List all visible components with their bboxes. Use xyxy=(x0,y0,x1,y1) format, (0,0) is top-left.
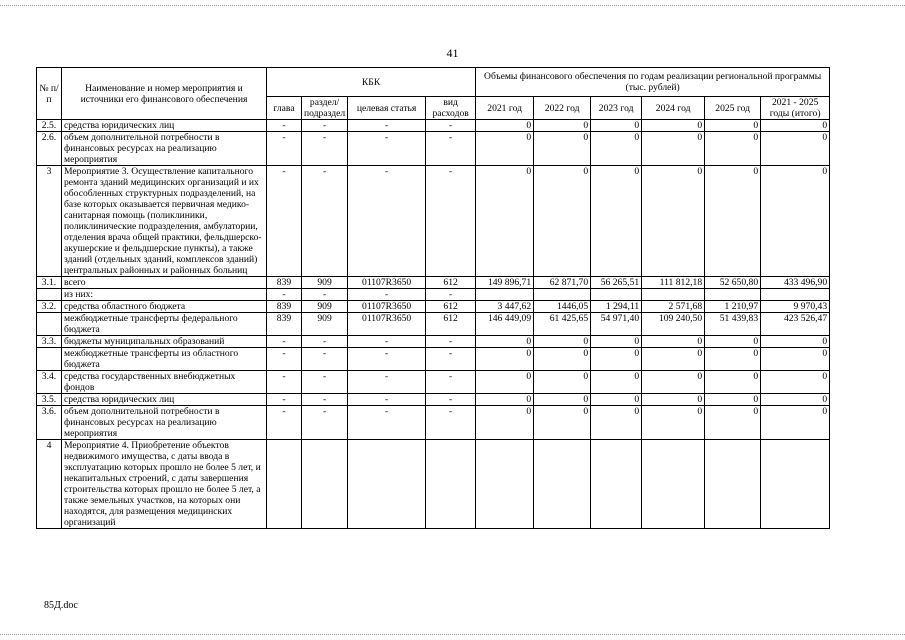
cell-v2022: 62 871,70 xyxy=(534,277,591,289)
cell-v2025: 0 xyxy=(705,406,761,440)
cell-v2021: 149 896,71 xyxy=(476,277,534,289)
cell-name: средства областного бюджета xyxy=(62,301,267,313)
table-row xyxy=(37,166,830,277)
cell-v2024: 0 xyxy=(642,120,705,132)
table-row xyxy=(37,289,830,301)
cell-razdel: - xyxy=(302,120,348,132)
cell-glava: - xyxy=(267,132,302,166)
cell-num xyxy=(37,289,62,301)
header-celevaya: целевая статья xyxy=(348,97,426,120)
cell-celevaya: - xyxy=(348,336,426,348)
table-row xyxy=(37,406,830,440)
cell-v2023: 0 xyxy=(591,348,642,371)
table-row xyxy=(37,277,830,289)
cell-glava: - xyxy=(267,371,302,394)
cell-v2025 xyxy=(705,289,761,301)
cell-v2025: 51 439,83 xyxy=(705,313,761,336)
cell-num: 3.2. xyxy=(37,301,62,313)
cell-v2023: 56 265,51 xyxy=(591,277,642,289)
cell-v2024: 0 xyxy=(642,348,705,371)
cell-v2024: 0 xyxy=(642,132,705,166)
cell-razdel: 909 xyxy=(302,301,348,313)
cell-num: 4 xyxy=(37,440,62,529)
cell-total: 433 496,90 xyxy=(761,277,830,289)
cell-v2021: 3 447,62 xyxy=(476,301,534,313)
cell-name: средства юридических лиц xyxy=(62,394,267,406)
cell-vid: 612 xyxy=(426,313,476,336)
cell-name: из них: xyxy=(62,289,267,301)
table-row xyxy=(37,440,830,529)
cell-v2022: 0 xyxy=(534,371,591,394)
cell-glava: - xyxy=(267,348,302,371)
cell-v2025 xyxy=(705,440,761,529)
header-num: № п/п xyxy=(37,68,62,120)
cell-vid: - xyxy=(426,394,476,406)
cell-vid: - xyxy=(426,166,476,277)
footer-filename: 85Д.doc xyxy=(44,600,78,611)
cell-v2023: 0 xyxy=(591,336,642,348)
cell-v2023: 0 xyxy=(591,120,642,132)
cell-v2024: 2 571,68 xyxy=(642,301,705,313)
cell-v2021 xyxy=(476,440,534,529)
cell-v2024: 0 xyxy=(642,406,705,440)
cell-name: межбюджетные трансферты федерального бюджета xyxy=(62,313,267,336)
cell-celevaya: - xyxy=(348,132,426,166)
cell-v2025: 0 xyxy=(705,132,761,166)
cell-name: средства юридических лиц xyxy=(62,120,267,132)
cell-v2025: 1 210,97 xyxy=(705,301,761,313)
cell-v2022 xyxy=(534,440,591,529)
cell-v2024: 0 xyxy=(642,394,705,406)
cell-v2021: 0 xyxy=(476,132,534,166)
cell-v2024 xyxy=(642,289,705,301)
cell-v2022: 0 xyxy=(534,120,591,132)
cell-glava: - xyxy=(267,406,302,440)
cell-glava: 839 xyxy=(267,277,302,289)
cell-v2021: 0 xyxy=(476,336,534,348)
cell-vid: - xyxy=(426,406,476,440)
table-row xyxy=(37,301,830,313)
cell-vid: - xyxy=(426,371,476,394)
cell-v2023 xyxy=(591,440,642,529)
table-row xyxy=(37,371,830,394)
cell-razdel: 909 xyxy=(302,277,348,289)
cell-v2023: 0 xyxy=(591,394,642,406)
cell-razdel: - xyxy=(302,348,348,371)
cell-razdel: - xyxy=(302,166,348,277)
cell-v2022: 1446,05 xyxy=(534,301,591,313)
cell-celevaya: 01107R3650 xyxy=(348,277,426,289)
cell-glava: - xyxy=(267,120,302,132)
cell-celevaya: - xyxy=(348,120,426,132)
cell-razdel: - xyxy=(302,336,348,348)
cell-vid: - xyxy=(426,336,476,348)
cell-num xyxy=(37,313,62,336)
cell-v2023 xyxy=(591,289,642,301)
table-row xyxy=(37,348,830,371)
cell-v2022: 61 425,65 xyxy=(534,313,591,336)
cell-v2025: 0 xyxy=(705,120,761,132)
cell-celevaya: - xyxy=(348,348,426,371)
cell-glava: - xyxy=(267,336,302,348)
header-2021: 2021 год xyxy=(476,97,534,120)
cell-v2025: 0 xyxy=(705,394,761,406)
header-2024: 2024 год xyxy=(642,97,705,120)
header-2022: 2022 год xyxy=(534,97,591,120)
cell-name: средства государственных внебюджетных фондов xyxy=(62,371,267,394)
cell-name: межбюджетные трансферты из областного бюджета xyxy=(62,348,267,371)
cell-v2023: 0 xyxy=(591,166,642,277)
cell-celevaya: - xyxy=(348,394,426,406)
cell-name: бюджеты муниципальных образований xyxy=(62,336,267,348)
cell-v2023: 0 xyxy=(591,132,642,166)
cell-v2025: 0 xyxy=(705,348,761,371)
cell-v2024: 109 240,50 xyxy=(642,313,705,336)
cell-v2023: 0 xyxy=(591,406,642,440)
table-row xyxy=(37,120,830,132)
cell-total xyxy=(761,440,830,529)
cell-name: Мероприятие 3. Осуществление капитального ремонта зданий медицинских организаций и их обособленных структурных подразделений, на базе которых оказывается первичная медико-санитарная помощь (поликлиники, поликлинические подразделения, амбулатории, отделения врача общей практики, фельдшерско-акушерские и фельдшерские пункты), а также зданий (отдельных зданий, комплексов зданий) центральных районных и районных больниц xyxy=(62,166,267,277)
cell-celevaya: - xyxy=(348,289,426,301)
cell-razdel: - xyxy=(302,394,348,406)
scan-edge-bottom xyxy=(0,634,905,635)
cell-total: 0 xyxy=(761,336,830,348)
table-row xyxy=(37,336,830,348)
cell-glava: - xyxy=(267,289,302,301)
cell-razdel: - xyxy=(302,132,348,166)
cell-v2024: 111 812,18 xyxy=(642,277,705,289)
header-2025: 2025 год xyxy=(705,97,761,120)
cell-total: 9 970,43 xyxy=(761,301,830,313)
cell-v2025: 52 650,80 xyxy=(705,277,761,289)
cell-total: 423 526,47 xyxy=(761,313,830,336)
cell-total xyxy=(761,289,830,301)
cell-celevaya: - xyxy=(348,166,426,277)
cell-celevaya: 01107R3650 xyxy=(348,313,426,336)
cell-celevaya: 01107R3650 xyxy=(348,301,426,313)
cell-v2021: 0 xyxy=(476,120,534,132)
cell-v2023: 1 294,11 xyxy=(591,301,642,313)
cell-v2022: 0 xyxy=(534,166,591,277)
cell-v2024: 0 xyxy=(642,166,705,277)
scan-edge-top xyxy=(0,5,905,6)
cell-num: 2.5. xyxy=(37,120,62,132)
cell-vid: - xyxy=(426,348,476,371)
cell-total: 0 xyxy=(761,348,830,371)
table-row xyxy=(37,132,830,166)
cell-num: 3.3. xyxy=(37,336,62,348)
cell-v2023: 0 xyxy=(591,371,642,394)
cell-v2021: 0 xyxy=(476,348,534,371)
table-header xyxy=(37,68,830,120)
cell-razdel: - xyxy=(302,406,348,440)
cell-num: 3.5. xyxy=(37,394,62,406)
cell-v2025: 0 xyxy=(705,166,761,277)
cell-glava: 839 xyxy=(267,301,302,313)
cell-num xyxy=(37,348,62,371)
cell-razdel: - xyxy=(302,289,348,301)
header-total: 2021 - 2025 годы (итого) xyxy=(761,97,830,120)
page-number: 41 xyxy=(446,46,459,60)
cell-vid: - xyxy=(426,120,476,132)
cell-vid: - xyxy=(426,132,476,166)
cell-v2021: 146 449,09 xyxy=(476,313,534,336)
header-kbk: КБК xyxy=(267,68,476,97)
cell-glava: 839 xyxy=(267,313,302,336)
cell-vid: - xyxy=(426,289,476,301)
header-funding: Объемы финансового обеспечения по годам реализации региональной программы (тыс. рублей) xyxy=(476,68,830,97)
cell-v2021 xyxy=(476,289,534,301)
header-glava: глава xyxy=(267,97,302,120)
cell-celevaya: - xyxy=(348,371,426,394)
cell-v2022: 0 xyxy=(534,336,591,348)
cell-glava: - xyxy=(267,166,302,277)
cell-name: всего xyxy=(62,277,267,289)
cell-v2022: 0 xyxy=(534,394,591,406)
cell-razdel: 909 xyxy=(302,313,348,336)
cell-v2022: 0 xyxy=(534,348,591,371)
cell-glava: - xyxy=(267,394,302,406)
cell-v2024 xyxy=(642,440,705,529)
cell-v2023: 54 971,40 xyxy=(591,313,642,336)
cell-glava xyxy=(267,440,302,529)
cell-name: объем дополнительной потребности в финансовых ресурсах на реализацию мероприятия xyxy=(62,406,267,440)
cell-num: 3 xyxy=(37,166,62,277)
header-vid: вид расходов xyxy=(426,97,476,120)
cell-num: 3.4. xyxy=(37,371,62,394)
cell-vid xyxy=(426,440,476,529)
cell-v2021: 0 xyxy=(476,394,534,406)
cell-vid: 612 xyxy=(426,301,476,313)
cell-name: объем дополнительной потребности в финансовых ресурсах на реализацию мероприятия xyxy=(62,132,267,166)
header-name: Наименование и номер мероприятия и источники его финансового обеспечения xyxy=(62,68,267,120)
cell-razdel xyxy=(302,440,348,529)
table-row xyxy=(37,394,830,406)
cell-v2021: 0 xyxy=(476,371,534,394)
cell-v2021: 0 xyxy=(476,166,534,277)
cell-total: 0 xyxy=(761,371,830,394)
cell-v2025: 0 xyxy=(705,336,761,348)
cell-v2024: 0 xyxy=(642,336,705,348)
cell-total: 0 xyxy=(761,406,830,440)
cell-num: 3.6. xyxy=(37,406,62,440)
funding-table xyxy=(36,67,830,529)
table-body xyxy=(37,120,830,529)
cell-num: 3.1. xyxy=(37,277,62,289)
cell-name: Мероприятие 4. Приобретение объектов недвижимого имущества, с даты ввода в эксплуатацию которых прошло не более 5 лет, и некапитальных строений, с даты завершения строительства которых прошло не более 5 лет, а также земельных участков, на которых они находятся, для размещения медицинских организаций xyxy=(62,440,267,529)
cell-v2025: 0 xyxy=(705,371,761,394)
cell-celevaya xyxy=(348,440,426,529)
cell-num: 2.6. xyxy=(37,132,62,166)
table-row xyxy=(37,313,830,336)
cell-v2021: 0 xyxy=(476,406,534,440)
cell-total: 0 xyxy=(761,394,830,406)
cell-v2022: 0 xyxy=(534,406,591,440)
header-razdel: раздел/ подраздел xyxy=(302,97,348,120)
cell-razdel: - xyxy=(302,371,348,394)
cell-v2024: 0 xyxy=(642,371,705,394)
cell-v2022: 0 xyxy=(534,132,591,166)
cell-v2022 xyxy=(534,289,591,301)
header-2023: 2023 год xyxy=(591,97,642,120)
cell-total: 0 xyxy=(761,132,830,166)
cell-celevaya: - xyxy=(348,406,426,440)
cell-total: 0 xyxy=(761,166,830,277)
cell-vid: 612 xyxy=(426,277,476,289)
cell-total: 0 xyxy=(761,120,830,132)
